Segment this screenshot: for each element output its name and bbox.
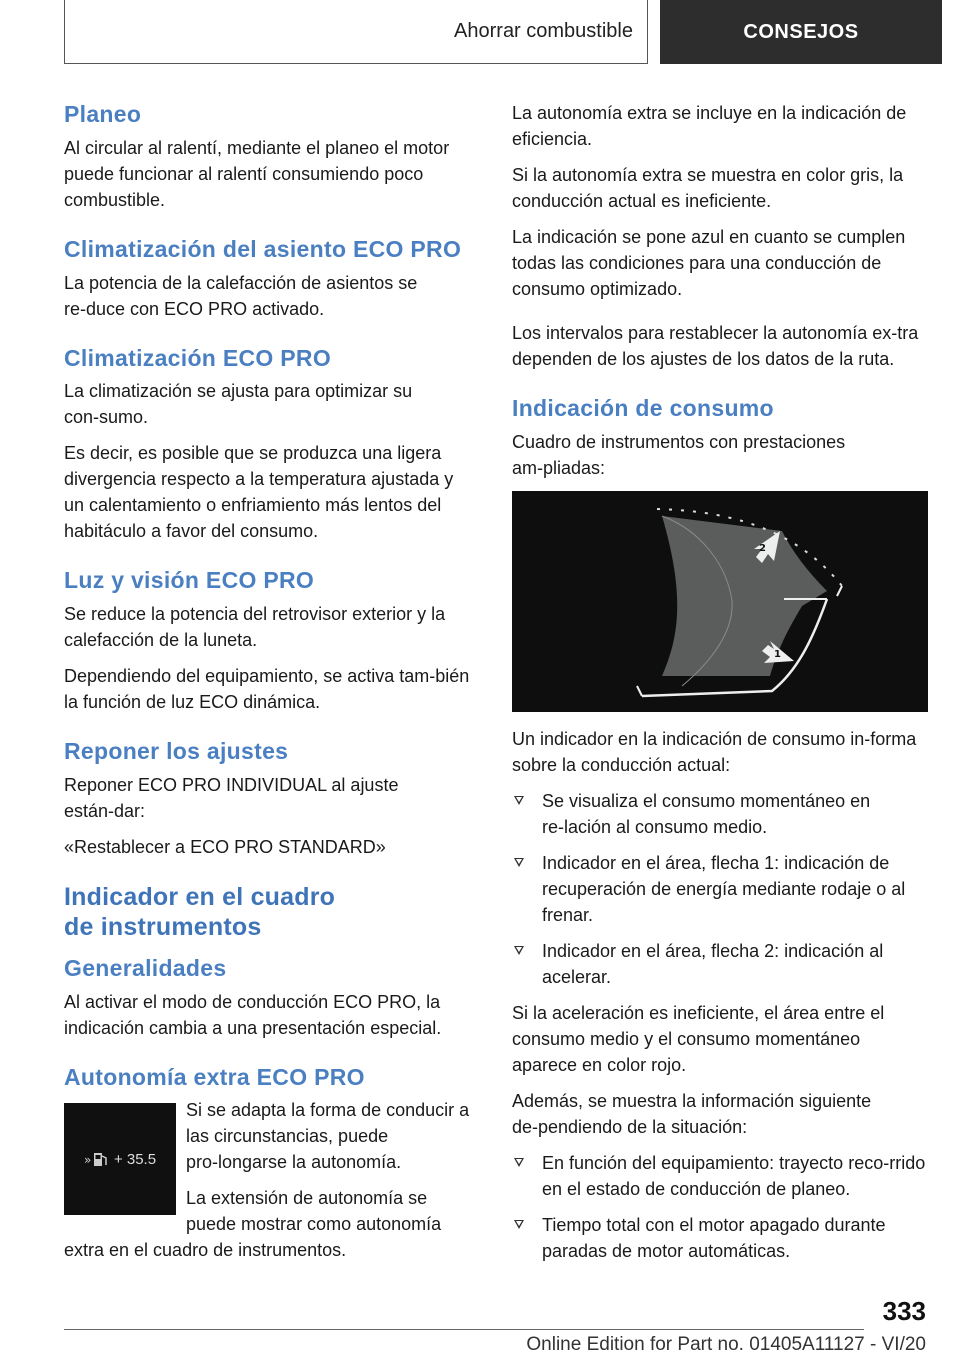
heading-line-1: Indicador en el cuadro — [64, 882, 336, 911]
paragraph: Reponer ECO PRO INDIVIDUAL al ajuste están‑dar: — [64, 774, 399, 821]
paragraph: Al activar el modo de conducción ECO PRO, la indicación cambia a una presentación especial. — [64, 991, 442, 1038]
list-item: Indicador en el área, flecha 1: indicación de recuperación de energía mediante rodaje o al frenar. — [512, 850, 930, 928]
paragraph: Se reduce la potencia del retrovisor exterior y la calefacción de la luneta. — [64, 604, 446, 650]
paragraph: Si se adapta la forma de conducir a las circunstancias, puede pro‑longarse la autonomía. — [186, 1100, 470, 1173]
paragraph: Si la autonomía extra se muestra en color gris, la conducción actual es ineficiente. — [512, 165, 904, 211]
eco-range-value: + 35.5 — [113, 1150, 157, 1168]
heading-indicacion-consumo: Indicación de consumo — [512, 395, 774, 421]
triangle-bullet-icon — [514, 1220, 524, 1229]
paragraph: La potencia de la calefacción de asientos se re‑duce con ECO PRO activado. — [64, 272, 418, 319]
paragraph: Si la aceleración es ineficiente, el área entre el consumo medio y el consumo momentáneo aparece en color rojo. — [512, 1002, 885, 1075]
page-number: 333 — [882, 1296, 926, 1326]
paragraph: La extensión de autonomía se puede mostrar como autonomía extra en el cuadro de instrumentos. — [64, 1188, 442, 1261]
triangle-bullet-icon — [514, 858, 524, 867]
header-chapter-tab[interactable] — [660, 0, 942, 64]
left-column — [64, 100, 478, 1273]
fuel-pump-icon — [84, 1150, 110, 1168]
triangle-bullet-icon — [514, 796, 524, 805]
consumption-gauge-image — [512, 491, 928, 712]
paragraph: Dependiendo del equipamiento, se activa tam‑bién la función de luz ECO dinámica. — [64, 666, 470, 712]
paragraph: La autonomía extra se incluye en la indicación de eficiencia. — [512, 103, 907, 149]
heading-planeo: Planeo — [64, 101, 142, 127]
heading-climatizacion-asiento: Climatización del asiento ECO PRO — [64, 235, 462, 262]
header-chapter-label: CONSEJOS — [743, 20, 859, 43]
triangle-bullet-icon — [514, 946, 524, 955]
paragraph: «Restablecer a ECO PRO STANDARD» — [64, 836, 386, 857]
list-item: En función del equipamiento: trayecto reco‑rrido en el estado de conducción de planeo. — [512, 1150, 930, 1202]
paragraph: Es decir, es posible que se produzca una ligera divergencia respecto a la temperatura ajustada y un calentamiento o enfriamiento más lentos del habitáculo a favor del consumo. — [64, 443, 454, 542]
heading-reponer-ajustes: Reponer los ajustes — [64, 738, 289, 764]
autonomia-block — [64, 1097, 478, 1273]
heading-climatizacion-eco-pro: Climatización ECO PRO — [64, 344, 332, 371]
header-section — [64, 0, 648, 64]
heading-indicador-cuadro — [64, 882, 478, 942]
list-item: Tiempo total con el motor apagado durante paradas de motor automáticas. — [512, 1212, 930, 1264]
footer-divider — [64, 1329, 864, 1330]
paragraph: Cuadro de instrumentos con prestaciones am‑pliadas: — [512, 431, 846, 478]
triangle-bullet-icon — [514, 1158, 524, 1167]
heading-luz-vision: Luz y visión ECO PRO — [64, 567, 315, 594]
bullet-list-info — [512, 1150, 930, 1264]
paragraph: Además, se muestra la información siguiente de‑pendiendo de la situación: — [512, 1090, 872, 1137]
right-column — [512, 100, 930, 1274]
list-item: Indicador en el área, flecha 2: indicación al acelerar. — [512, 938, 930, 990]
heading-line-2: de instrumentos — [64, 912, 262, 941]
svg-text:»: » — [83, 1153, 92, 1168]
list-item: Se visualiza el consumo momentáneo en re‑lación al consumo medio. — [512, 788, 930, 840]
arrow-2-label: 2 — [759, 542, 766, 554]
bullet-list-indicator — [512, 788, 930, 990]
paragraph: La climatización se ajusta para optimizar su con‑sumo. — [64, 381, 413, 428]
eco-range-display-image — [64, 1103, 176, 1215]
paragraph: Los intervalos para restablecer la autonomía ex‑tra dependen de los ajustes de los datos de la ruta. — [512, 323, 919, 369]
paragraph: Un indicador en la indicación de consumo in‑forma sobre la conducción actual: — [512, 728, 917, 775]
header-section-label: Ahorrar combustible — [454, 20, 633, 42]
footer-edition: Online Edition for Part no. 01405A11127 - VI/20 — [526, 1334, 926, 1355]
arrow-1-label: 1 — [774, 648, 781, 660]
heading-autonomia-extra: Autonomía extra ECO PRO — [64, 1063, 365, 1090]
paragraph: La indicación se pone azul en cuanto se cumplen todas las condiciones para una conducción de consumo optimizado. — [512, 227, 906, 299]
paragraph: Al circular al ralentí, mediante el planeo el motor puede funcionar al ralentí consumiendo poco combustible. — [64, 137, 450, 210]
heading-generalidades: Generalidades — [64, 954, 227, 981]
